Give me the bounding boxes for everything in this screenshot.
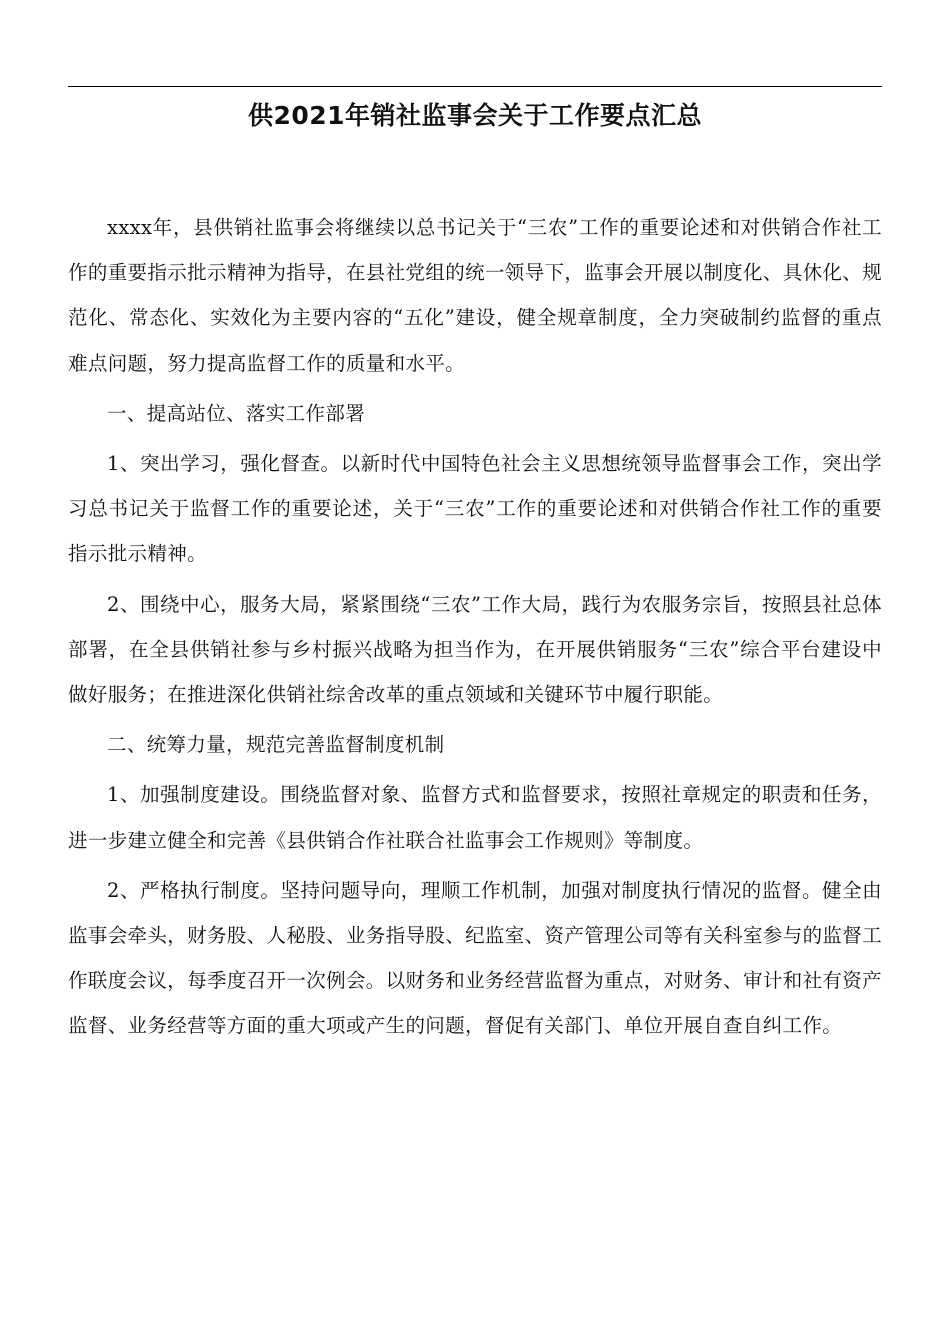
document-title: 供2021年销社监事会关于工作要点汇总 xyxy=(247,101,703,130)
section-heading-1: 一、提高站位、落实工作部署 xyxy=(107,401,366,425)
document-body xyxy=(68,205,882,1054)
section-2-item-1: 1、加强制度建设。围绕监督对象、监督方式和监督要求，按照社章规定的职责和任务，进一步建立健全和完善《县供销合作社联合社监事会工作规则》等制度。 xyxy=(68,783,882,852)
header-rule xyxy=(68,86,882,87)
section-2-item-2: 2、严格执行制度。坚持问题导向，理顺工作机制，加强对制度执行情况的监督。健全由监事会牵头，财务股、人秘股、业务指导股、纪监室、资产管理公司等有关科室参与的监督工作联度会议，每季度召开一次例会。以财务和业务经营监督为重点，对财务、审计和社有资产监督、业务经营等方面的重大项或产生的问题，督促有关部门、单位开展自查自纠工作。 xyxy=(68,878,882,1038)
section-1-item-2: 2、围绕中心，服务大局，紧紧围绕“三农”工作大局，践行为农服务宗旨，按照县社总体部署，在全县供销社参与乡村振兴战略为担当作为，在开展供销服务“三农”综合平台建设中做好服务；在推进深化供销社综舍改革的重点领域和关键环节中履行职能。 xyxy=(68,592,882,707)
section-1-item-1: 1、突出学习，强化督查。以新时代中国特色社会主义思想统领导监督事会工作，突出学习总书记关于监督工作的重要论述，关于“三农”工作的重要论述和对供销合作社工作的重要指示批示精神。 xyxy=(68,452,882,566)
intro-paragraph: xxxx年，县供销社监事会将继续以总书记关于“三农”工作的重要论述和对供销合作社工作的重要指示批示精神为指导，在县社党组的统一领导下，监事会开展以制度化、具休化、规范化、常态化、实效化为主要内容的“五化”建设，健全规章制度，全力突破制约监督的重点难点问题，努力提高监督工作的质量和水平。 xyxy=(68,216,882,375)
section-heading-2: 二、统筹力量，规范完善监督制度机制 xyxy=(107,733,445,757)
